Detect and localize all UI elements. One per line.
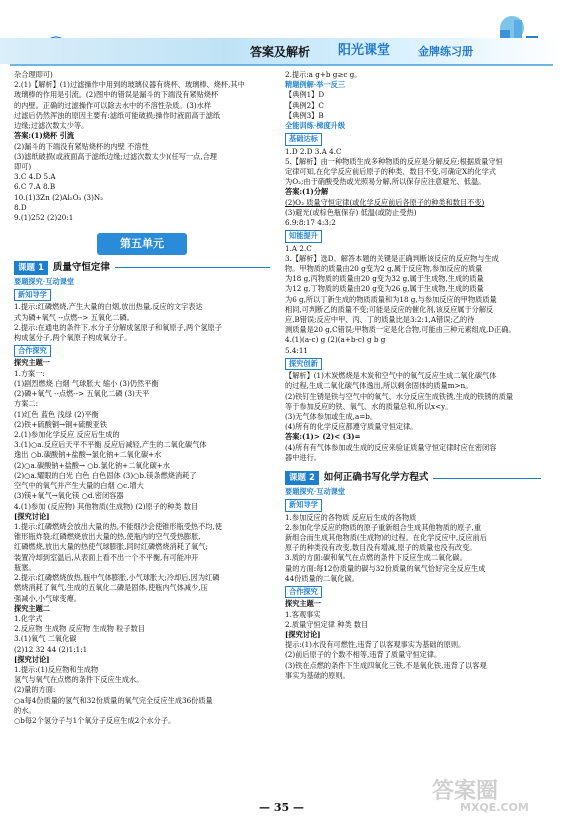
- text-line: 为12 g,丁物质的质量由20 g变为26 g,属于生成物,生成的质量: [285, 284, 484, 294]
- text-line: 1.提示:(1)反应物和生成物: [14, 665, 99, 675]
- text-line: 1.化学式: [14, 613, 43, 623]
- text-line: 44份质量的二氧化碳。: [285, 573, 359, 583]
- subsection-heading: 新知导学: [14, 289, 51, 301]
- text-line: 定律可知,在化学反应前后原子的种类、数目不变,可确定X的化学式: [285, 166, 496, 176]
- text-line: 2.提示:a g+b g≥c g。: [285, 70, 362, 79]
- text-line: (3)镁+氧气→氧化镁 ○d.密闭容器: [14, 491, 124, 501]
- text-line: (2)铁钉生锈是铁与空气中的氧气、水分反应生成铁锈,生成的铁锈的质量: [285, 391, 514, 401]
- lesson-heading: [14, 261, 270, 275]
- text-line: 2.提示:在通电的条件下,水分子分解成氢原子和氧原子,两个氢原子: [14, 322, 222, 332]
- section-heading: 要题探究·互动课堂: [14, 276, 75, 286]
- text-line: 过滤后仍然浑浊的原因主要有:滤纸可能破损;操作时液面高于滤纸: [14, 110, 221, 120]
- section-heading: 精题例解·举一反三: [285, 80, 346, 90]
- text-line: [探究讨论]: [14, 511, 50, 521]
- text-line: 探究主题一: [285, 599, 321, 609]
- text-line: 提示:(1)水没有可燃性,违背了以客观事实为基础的原则。: [285, 640, 466, 650]
- text-line: (2)前后原子的个数不相等,违背了质量守恒定律。: [285, 650, 442, 660]
- text-line: 5.4:11: [285, 345, 308, 355]
- text-line: 锥形瓶炸裂;红磷燃烧放出大量的热,使瓶内的空气受热膨胀,: [14, 532, 201, 542]
- lesson-tag: 课题 1: [14, 261, 48, 275]
- text-line: 【典例2】C: [285, 100, 324, 110]
- lesson-title: 质量守恒定律: [52, 262, 110, 274]
- text-line: 【典例1】D: [285, 90, 325, 100]
- text-line: 的内壁。正确的过滤操作可以除去水中的不溶性杂质。(3)水样: [14, 100, 212, 110]
- text-line: 边缘;过滤次数太少等。: [14, 121, 89, 131]
- text-line: 【典例3】B: [285, 110, 324, 120]
- text-line: 的过程,生成二氧化碳气体逸出,所以剩余固体的质量m>n。: [285, 381, 473, 391]
- text-line: 2.提示:红磷燃烧放热,瓶中气体膨胀,小气球胀大;冷却后,因为红磷: [14, 573, 220, 583]
- text-line: 3.质的方面:碳和氧气在点燃的条件下反应生成二氧化碳。: [285, 553, 467, 563]
- text-line: 燃烧消耗了氧气,生成的五氧化二磷是固体,使瓶内气体减少,压: [14, 583, 208, 593]
- text-line: 杂合理即可): [14, 70, 53, 79]
- text-line: (2)O₂ 质量守恒定律(或化学反应前后各原子的种类和数目不变): [285, 197, 485, 207]
- text-line: 物。甲物质的质量由20 g变为2 g,属于反应物,参加反应的质量: [285, 263, 483, 273]
- text-line: 逸出 ○b.碳酸钠+盐酸→氯化钠+二氧化碳+水: [14, 450, 162, 460]
- text-line: 2.参加化学反应的物质的原子重新组合生成其他物质的原子,重: [285, 522, 482, 532]
- text-line: (2)12 32 44 (2)1:1:1: [14, 644, 88, 654]
- text-line: (3)滤纸破损(或液面高于滤纸边缘;过滤次数太少)(任写一点,合理: [14, 151, 217, 161]
- text-line: 红磷燃烧,放出大量的热使气球膨胀,同时红磷燃烧消耗了氧气;: [14, 542, 208, 552]
- text-line: 瓶塞。: [14, 562, 36, 572]
- lesson-rule: [433, 478, 541, 479]
- text-line: 原子的种类没有改变,数目没有增减,原子的质量也没有改变。: [285, 543, 477, 553]
- unit-title: 第五单元: [97, 233, 187, 255]
- text-line: 答案:(1)> (2)< (3)=: [285, 432, 361, 442]
- subsection-heading: 基础达标: [285, 133, 322, 145]
- text-line: 2.质量守恒定律 种类 数目: [285, 619, 369, 629]
- text-line: 6.C 7.A 8.B: [14, 182, 56, 192]
- text-line: 3.C 4.D 5.A: [14, 172, 56, 182]
- text-line: 10.(1)3Zn (2)Al₂O₃ (3)N₂: [14, 192, 104, 202]
- text-line: 方案二:: [14, 399, 38, 409]
- section-heading: 要题探究·互动课堂: [285, 487, 346, 497]
- subsection-heading: 探究创新: [285, 358, 322, 370]
- text-line: 为18 g,丙物质的质量由20 g变为32 g,属于生成物,生成的质量: [285, 274, 484, 284]
- text-line: 等于参加反应的铁、氧气、水的质量总和,所以x<y。: [285, 401, 453, 411]
- text-line: 即可): [14, 161, 32, 171]
- header-title: 答案及解析: [250, 45, 311, 59]
- text-line: 1.D 2.D 3.A 4.C: [285, 146, 342, 156]
- text-line: 2.(1)参加化学反应 反应后生成的: [14, 430, 120, 440]
- page-number: — 35 —: [259, 801, 304, 814]
- text-line: 答案:(1)烧杯 引流: [14, 131, 75, 141]
- text-line: (2)○a.耀眼的白光 白色 白色固体 (3)○b.镁条燃烧消耗了: [14, 470, 197, 480]
- text-line: 1.参加反应的各物质 反应后生成的各物质: [285, 512, 417, 522]
- text-line: 9.(1)252 (2)20:1: [14, 213, 74, 223]
- text-line: [探究讨论]: [285, 630, 321, 639]
- text-line: 4.(1)参加 (反应物) 其他物质(生成物) (2)原子的种类 数目: [14, 501, 199, 511]
- page-header: [0, 0, 563, 70]
- text-line: 4.(1)(a-c) g (2)(a+b-c) g b g: [285, 335, 386, 345]
- text-line: (4)所有有气体参加或生成的反应来验证质量守恒定律时应在密闭容: [285, 442, 497, 452]
- text-line: ○a每4份质量的氢气和32份质量的氧气完全反应生成36份质量: [14, 695, 213, 705]
- text-line: ○b每2个氢分子与1个氧分子反应生成2个水分子。: [14, 716, 176, 726]
- lesson-rule: [115, 267, 270, 268]
- watermark-logo: 答案圈: [432, 779, 499, 804]
- text-line: (2)漏斗的下端没有紧贴烧杯的内壁 不溶性: [14, 141, 149, 151]
- header-subtitle: 金牌练习册: [418, 45, 473, 58]
- text-line: 玻璃棒的作用是引流。(2)图中的错误是漏斗的下端没有紧贴烧杯: [14, 90, 219, 100]
- text-line: (2)○a.碳酸钠+盐酸→ ○b.氯化钠+二氧化碳+水: [14, 460, 170, 470]
- text-line: (2)铁+硫酸铜→铜+硫酸亚铁: [14, 419, 107, 429]
- subsection-heading: 知能提升: [285, 230, 322, 242]
- text-line: 1.提示:红磷燃烧,产生大量的白烟,放出热量,反应的文字表达: [14, 302, 203, 312]
- text-line: 氢气与氧气在点燃的条件下反应生成水。: [14, 675, 144, 685]
- text-line: (3)铁在点燃的条件下生成四氧化三铁,不是氧化铁,违背了以客观: [285, 660, 487, 670]
- lesson-tag: 课题 2: [285, 471, 319, 485]
- text-line: 探究主题二: [14, 603, 50, 613]
- text-line: 应,B错误;反应中甲、丙、丁的质量比是3:2:1,A错误;乙的待: [285, 315, 475, 325]
- text-line: (3)无气体参加或生成,a=b。: [285, 412, 378, 421]
- text-line: 答案:(1)分解: [285, 187, 329, 197]
- text-line: 为6 g,所以丁新生成的物质质量和为18 g,与参加反应的甲物质质量: [285, 294, 497, 304]
- text-line: (2)量的方面:: [14, 685, 56, 695]
- subsection-heading: 合作探究: [14, 345, 51, 357]
- text-line: 3.【解析】选D。解答本题的关键是正确判断该反应的反应物与生成: [285, 253, 499, 263]
- text-line: 器中进行。: [285, 452, 321, 462]
- text-line: 强减小,小气球变瘪。: [14, 593, 81, 603]
- text-line: (3)避光(或棕色瓶保存) 低温(或防止受热): [285, 207, 417, 217]
- text-line: 装置冷却到室温后,从表面上看不出一个不平衡,有可能冲开: [14, 552, 199, 562]
- lesson-heading: [285, 471, 541, 485]
- right-column: [285, 70, 541, 681]
- text-line: 【解析】(1)木炭燃烧是木炭和空气中的氧气反应生成二氧化碳气体: [285, 371, 497, 381]
- text-line: (1)剧烈燃烧 白烟 气球胀大 缩小 (3)仍然平衡: [14, 378, 159, 388]
- text-line: 事实为基础的原则。: [285, 670, 350, 680]
- text-line: 1.客观事实: [285, 609, 321, 619]
- text-line: 测质量是20 g,C错误;甲物质一定是化合物,可能由三种元素组成,D正确。: [285, 325, 516, 335]
- text-line: 为O₂;由于硝酸受热或光照易分解,所以保存应注意避光、低温。: [285, 177, 486, 187]
- header-rule: [10, 64, 553, 66]
- text-line: 的水。: [14, 705, 36, 715]
- text-line: 探究主题一: [14, 358, 50, 368]
- text-line: (1)红色 蓝色 浅绿 (2)平衡: [14, 409, 99, 419]
- section-heading: 全能训练·梯度升级: [285, 121, 346, 131]
- text-line: 3.(1)○a.反应后天平不平衡 反应后减轻,产生的二氧化碳气体: [14, 440, 207, 450]
- text-line: 2.(1)【解析】(1)过滤操作中用到的玻璃仪器有烧杯、玻璃棒、烧杯,其中: [14, 80, 245, 90]
- text-line: (4)所有的化学反应都遵守质量守恒定律。: [285, 422, 418, 432]
- text-line: 1.提示:红磷燃烧会放出大量的热,不能细沙会使锥形瓶受热不均,使: [14, 521, 222, 531]
- text-line: 5.【解析】由一种物质生成多种物质的反应是分解反应;根据质量守恒: [285, 156, 503, 166]
- left-column: [14, 70, 270, 726]
- watermark-url: MXQE.COM: [460, 801, 529, 814]
- text-line: 8.D: [14, 202, 27, 212]
- text-line: 构成氢分子,两个氧原子构成氧分子。: [14, 333, 132, 343]
- text-line: 6.9:8:17 4:3:2: [285, 218, 336, 228]
- text-line: 1.A 2.C: [285, 243, 312, 253]
- text-line: 式为磷+氧气 --点燃--> 五氧化二磷。: [14, 312, 134, 322]
- header-brand: 阳光课堂: [338, 43, 391, 58]
- text-line: (2)磷+氧气 --点燃--> 五氧化二磷 (3)天平: [14, 389, 150, 399]
- text-line: 2.反应物 生成物 反应物 生成物 粒子数目: [14, 624, 145, 634]
- text-line: 量的方面:每12份质量的碳与32份质量的氧气恰好完全反应生成: [285, 563, 486, 573]
- text-line: 3.(1)氧气 二氧化碳: [14, 634, 77, 644]
- subsection-heading: 合作探究: [285, 586, 322, 598]
- text-line: 相同,可判断乙的质量不变;可能是反应的催化剂,该反应属于分解反: [285, 304, 494, 314]
- lesson-title: 如何正确书写化学方程式: [323, 472, 429, 484]
- text-line: 空气中的氧气并产生大量的白烟 ○c.增大: [14, 481, 144, 491]
- text-line: [探究讨论]: [14, 654, 50, 664]
- text-line: 新组合而生成其他物质(生成物)的过程。在化学反应中,反应前后: [285, 533, 487, 543]
- text-line: 1.方案一:: [14, 368, 45, 378]
- subsection-heading: 新知导学: [285, 499, 322, 511]
